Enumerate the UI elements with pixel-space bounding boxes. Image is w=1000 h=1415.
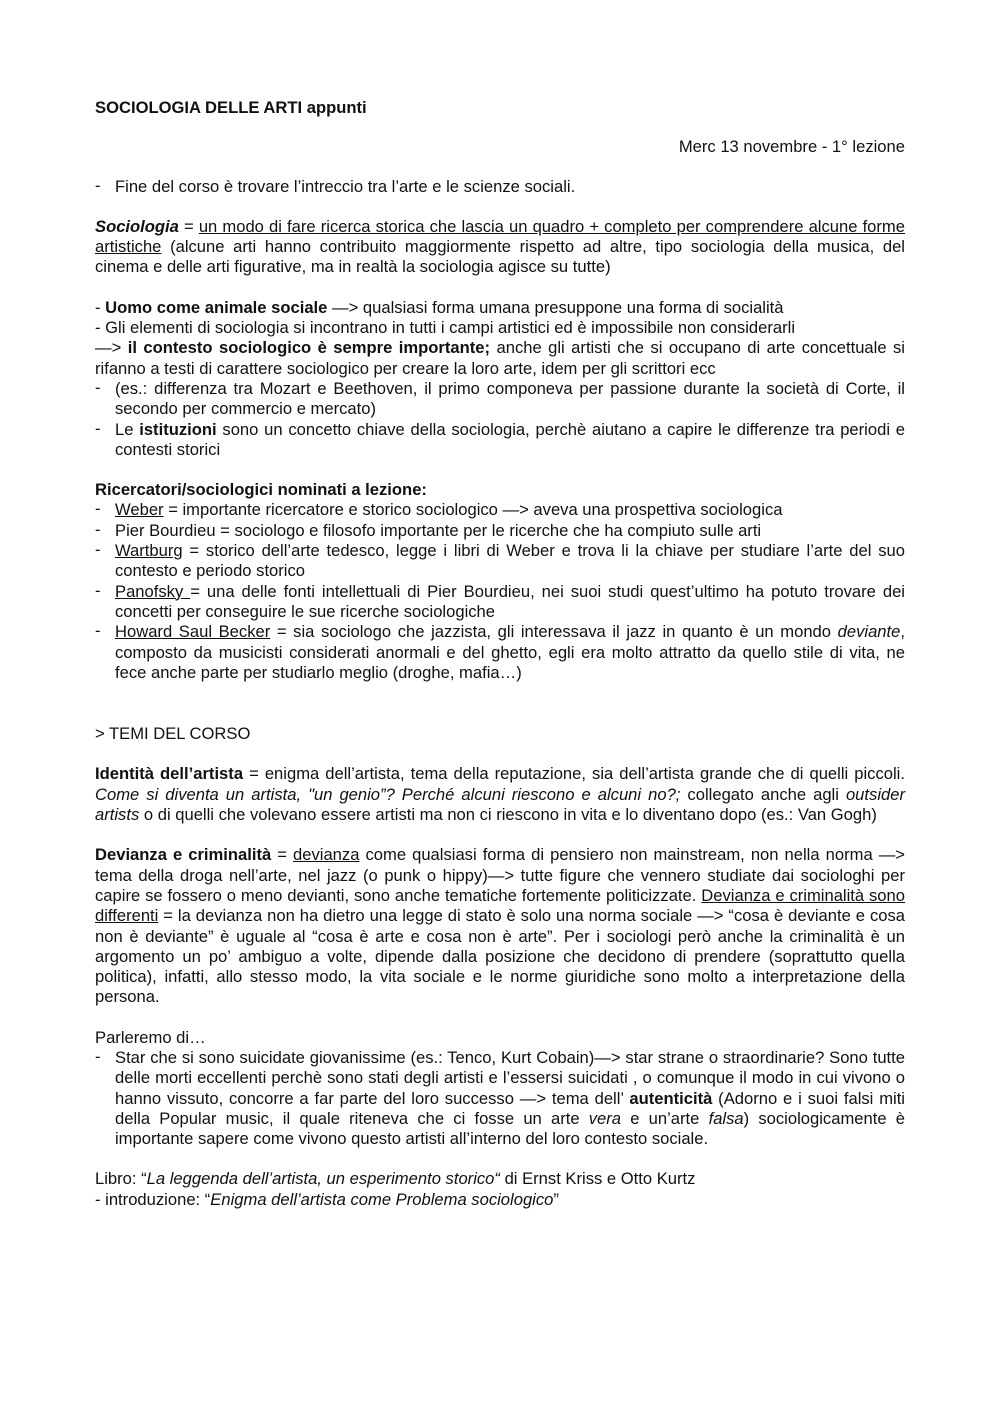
- list-item-panofsky: - Panofsky = una delle fonti intellettuali di Pier Bourdieu, nei suoi studi quest’ultimo ha potuto trovare dei concetti per conseguire le sue ricerche sociologiche: [95, 582, 905, 623]
- identita-paragraph: Identità dell’artista = enigma dell’artista, tema della reputazione, sia dell’artista grande che di quelli piccoli. Come si diventa un artista, "un genio”? Perché alcuni riescono e alcuni no?; collegato anche agli outsider artists o di quelli che volevano essere artisti ma non ci riescono in vita e lo diventano dopo (es.: Van Gogh): [95, 764, 905, 825]
- mozart-bullet: - (es.: differenza tra Mozart e Beethoven, il primo componeva per passione durante la società di Corte, il secondo per commercio e mercato): [95, 379, 905, 420]
- sociologia-term: Sociologia: [95, 216, 179, 236]
- document-page: [95, 88, 905, 1210]
- istituzioni-bullet: - Le istituzioni sono un concetto chiave della sociologia, perchè aiutano a capire le differenze tra periodi e contesti storici: [95, 420, 905, 461]
- contesto-line: —> il contesto sociologico è sempre importante; anche gli artisti che si occupano di arte concettuale si rifanno a testi di carattere sociologico per creare la loro arte, idem per gli scrittori ecc: [95, 338, 905, 378]
- intro-bullet: - Fine del corso è trovare l’intreccio tra l’arte e le scienze sociali.: [95, 177, 905, 197]
- list-item-wartburg: - Wartburg = storico dell’arte tedesco, legge i libri di Weber e trova li la chiave per studiare l’arte del suo contesto e periodo storico: [95, 541, 905, 582]
- devianza-paragraph: Devianza e criminalità = devianza come qualsiasi forma di pensiero non mainstream, non nella norma —> tema della droga nell’arte, nel jazz (o punk o hippy)—> tutte figure che vennero studiate dai sociologhi per capire se fossero o meno devianti, sono anche tematiche fortemente politicizzate. Devianza e criminalità sono differenti = la devianza non ha dietro una legge di stato è solo una norma sociale —> “cosa è deviante e cosa non è deviante” è uguale al “cosa è arte e cosa non è arte”. Per i sociologi però anche la criminalità è un argomento un po’ ambiguo a volte, dipende dalla posizione che decidono di prendere (soprattutto quella politica), infatti, allo stesso modo, la vita sociale e le norme giuridiche sono molto a interpretazione della persona.: [95, 845, 905, 1007]
- star-bullet: - Star che si sono suicidate giovanissime (es.: Tenco, Kurt Cobain)—> star strane o straordinarie? Sono tutte delle morti eccellenti perchè sono stati degli artisti e l’essersi suicidati , o comunque il modo in cui vivono o hanno vissuto, concorre a far parte del loro successo —> tema dell’ autenticità (Adorno e i suoi falsi miti della Popular music, il quale riteneva che ci fosse un arte vera e un’arte falsa) sociologicamente è importante sapere come vivono questo artisti all’interno del loro contesto sociale.: [95, 1048, 905, 1149]
- elementi-line: - Gli elementi di sociologia si incontrano in tutti i campi artistici ed è impossibile non considerarli: [95, 318, 796, 338]
- introduzione-line: - introduzione: “Enigma dell’artista come Problema sociologico”: [95, 1189, 559, 1209]
- parleremo-line: Parleremo di…: [95, 1027, 206, 1047]
- lesson-date: Merc 13 novembre - 1° lezione: [678, 137, 905, 157]
- sociologia-underlined: un modo di fare ricerca storica che lascia un quadro + completo per comprendere alcune forme artistiche: [95, 216, 905, 257]
- list-item-becker: - Howard Saul Becker = sia sociologo che jazzista, gli interessava il jazz in quanto è un mondo deviante, composto da musicisti considerati anormali e del ghetto, egli era molto attratto da quello stile di vita, ne fece anche parte per studiarlo meglio (droghe, mafia…): [95, 622, 905, 683]
- ricercatori-heading: Ricercatori/sociologici nominati a lezione:: [95, 480, 427, 500]
- sociologia-definition: Sociologia = un modo di fare ricerca storica che lascia un quadro + completo per comprendere alcune forme artistiche (alcune arti hanno contribuito maggiormente rispetto ad altre, tipo sociologia della musica, del cinema e delle arti figurative, ma in realtà la sociologia agisce su tutte): [95, 216, 905, 277]
- temi-heading: > TEMI DEL CORSO: [95, 724, 251, 744]
- libro-line: Libro: “La leggenda dell’artista, un esperimento storico“ di Ernst Kriss e Otto Kurtz: [95, 1169, 696, 1189]
- document-title: SOCIOLOGIA DELLE ARTI appunti: [95, 98, 367, 117]
- uomo-line: - Uomo come animale sociale —> qualsiasi forma umana presuppone una forma di socialità: [95, 297, 784, 317]
- list-item-bourdieu: - Pier Bourdieu = sociologo e filosofo importante per le ricerche che ha compiuto sulle arti: [95, 521, 905, 541]
- list-item-weber: - Weber = importante ricercatore e storico sociologico —> aveva una prospettiva sociologica: [95, 500, 905, 520]
